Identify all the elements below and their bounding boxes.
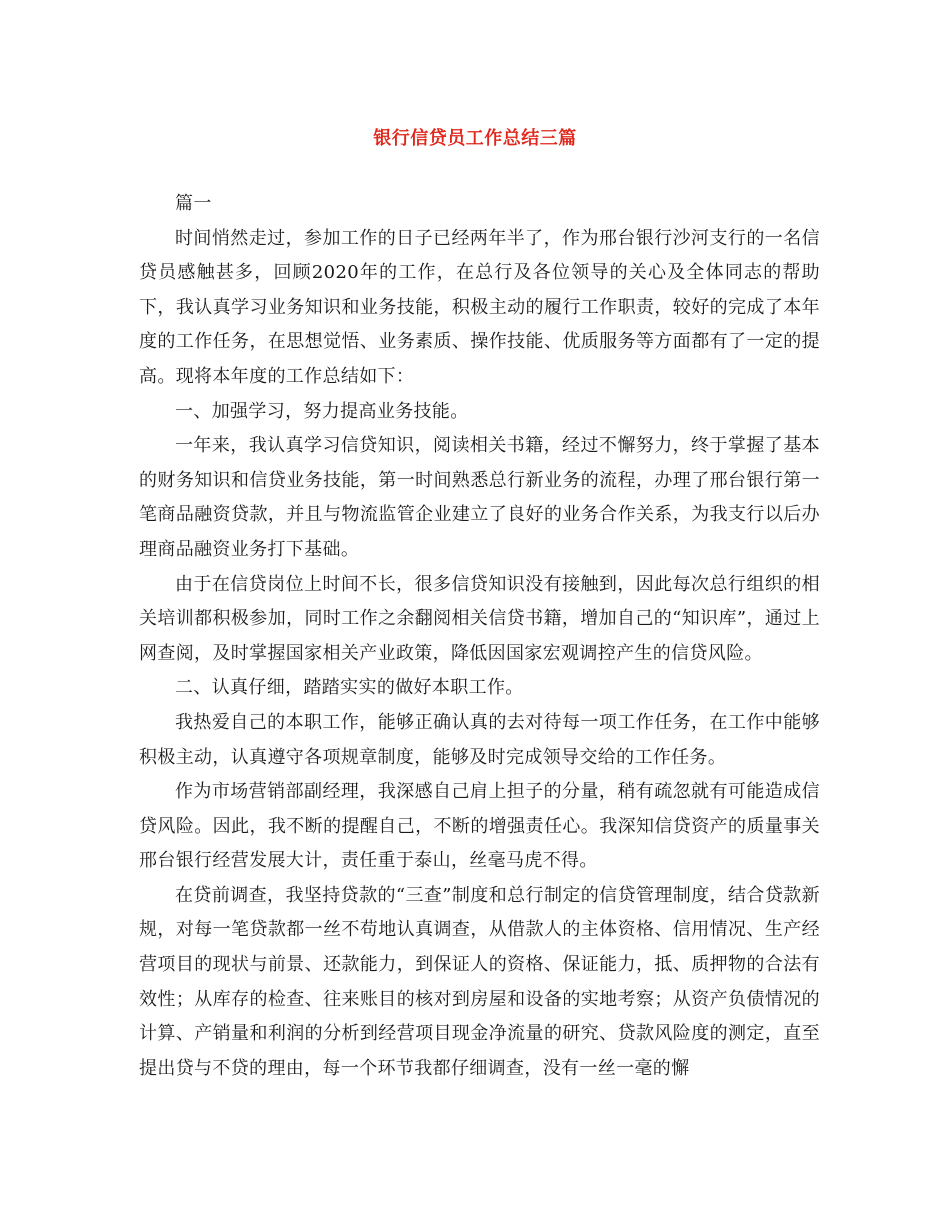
paragraph: 一年来，我认真学习信贷知识，阅读相关书籍，经过不懈努力，终于掌握了基本的财务知识和信贷业务技能，第一时间熟悉总行新业务的流程，办理了邢台银行第一笔商品融资贷款，并且与物流监管企业建立了良好的业务合作关系，为我支行以后办理商品融资业务打下基础。 [139,435,820,560]
paragraph: 在贷前调查，我坚持贷款的“三查”制度和总行制定的信贷管理制度，结合贷款新规，对每一笔贷款都一丝不苟地认真调查，从借款人的主体资格、信用情况、生产经营项目的现状与前景、还款能力，到保证人的资格、保证能力，抵、质押物的合法有效性；从库存的检查、往来账目的核对到房屋和设备的实地考察；从资产负债情况的计算、产销量和利润的分析到经营项目现金净流量的研究、贷款风险度的测定，直至提出贷与不贷的理由，每一个环节我都仔细调查，没有一丝一毫的懈 [139,884,820,1079]
paragraph: 我热爱自己的本职工作，能够正确认真的去对待每一项工作任务，在工作中能够积极主动，认真遵守各项规章制度，能够及时完成领导交给的工作任务。 [139,711,820,768]
document-title: 银行信贷员工作总结三篇 [373,128,577,149]
paragraph: 作为市场营销部副经理，我深感自己肩上担子的分量，稍有疏忽就有可能造成信贷风险。因此，我不断的提醒自己，不断的增强责任心。我深知信贷资产的质量事关邢台银行经营发展大计，责任重于泰山，丝毫马虎不得。 [139,781,820,872]
paragraph-intro: 时间悄然走过，参加工作的日子已经两年半了，作为邢台银行沙河支行的一名信贷员感触甚多，回顾2020年的工作，在总行及各位领导的关心及全体同志的帮助下，我认真学习业务知识和业务技能，积极主动的履行工作职责，较好的完成了本年度的工作任务，在思想觉悟、业务素质、操作技能、优质服务等方面都有了一定的提高。现将本年度的工作总结如下： [139,227,820,387]
heading-2: 二、认真仔细，踏踏实实的做好本职工作。 [175,677,524,699]
section-label: 篇一 [175,193,212,214]
heading-1: 一、加强学习，努力提高业务技能。 [175,400,469,422]
paragraph: 由于在信贷岗位上时间不长，很多信贷知识没有接触到，因此每次总行组织的相关培训都积极参加，同时工作之余翻阅相关信贷书籍，增加自己的“知识库”，通过上网查阅，及时掌握国家相关产业政策，降低因国家宏观调控产生的信贷风险。 [139,573,820,664]
document-body [139,187,820,1086]
